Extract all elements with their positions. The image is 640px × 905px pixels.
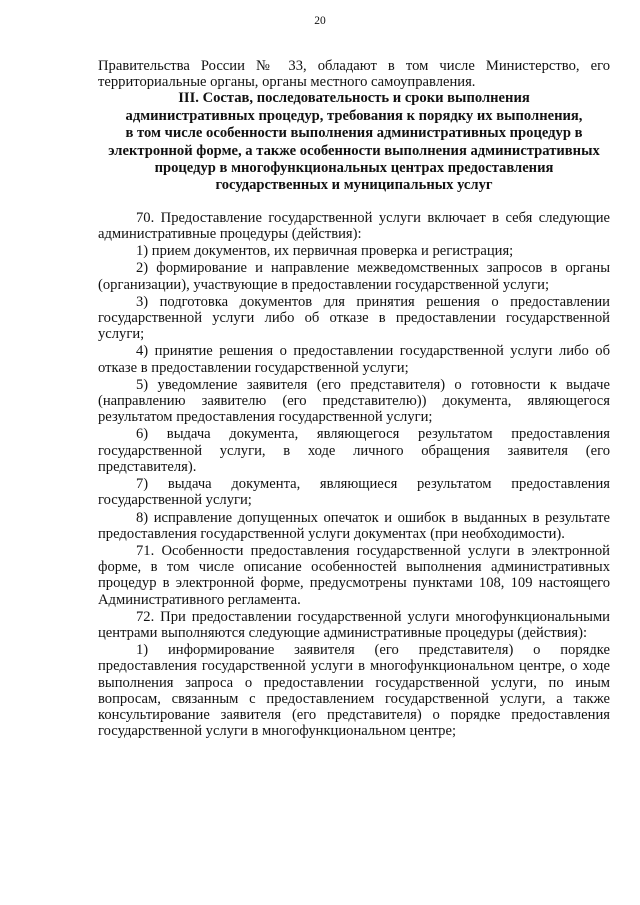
- heading-line: процедур в многофункциональных центрах предоставления: [154, 160, 554, 177]
- heading-line: в том числе особенности выполнения административных процедур в: [125, 125, 583, 142]
- list-item: 1) прием документов, их первичная проверка и регистрация;: [136, 243, 514, 260]
- paragraph-71: 71. Особенности предоставления государственной услуги в электронной форме, в том числе описание особенностей выполнения административных процедур в электронной форме, предусмотрены пунктами 108, 109 настоящего Административного регламента.: [98, 542, 610, 608]
- section-heading: [98, 90, 610, 194]
- list-item: 4) принятие решения о предоставлении государственной услуги либо об отказе в предоставлении государственной услуги;: [98, 343, 610, 376]
- page-number: 20: [314, 15, 326, 27]
- list-item: 2) формирование и направление межведомственных запросов в органы (организации), участвующие в предоставлении государственной услуги;: [98, 260, 610, 293]
- list-item: 6) выдача документа, являющегося результатом предоставления государственной услуги, в ходе личного обращения заявителя (его представителя).: [98, 426, 610, 475]
- paragraph-72: 72. При предоставлении государственной услуги многофункциональными центрами выполняются следующие административные процедуры (действия):: [98, 608, 610, 641]
- heading-line: III. Состав, последовательность и сроки выполнения: [178, 90, 530, 107]
- intro-paragraph: Правительства России № 33, обладают в том числе Министерство, его территориальные органы, органы местного самоуправления.: [98, 58, 610, 91]
- heading-line: государственных и муниципальных услуг: [215, 177, 493, 194]
- paragraph-70: 70. Предоставление государственной услуги включает в себя следующие административные процедуры (действия):: [98, 209, 610, 243]
- document-body: [98, 58, 610, 740]
- list-item: 5) уведомление заявителя (его представителя) о готовности к выдаче (направлению заявителю (его представителю)) документа, являющегося результатом предоставления государственной услуги;: [98, 376, 610, 426]
- list-item: 3) подготовка документов для принятия решения о предоставлении государственной услуги либо об отказе в предоставлении государственной услуги;: [98, 293, 610, 343]
- list-item: 7) выдача документа, являющиеся результатом предоставления государственной услуги;: [98, 476, 610, 509]
- heading-line: административных процедур, требования к порядку их выполнения,: [125, 107, 583, 124]
- list-item: 8) исправление допущенных опечаток и ошибок в выданных в результате предоставления государственной услуги документах (при необходимости).: [98, 509, 610, 542]
- list-item: 1) информирование заявителя (его представителя) о порядке предоставления государственной услуги в многофункциональном центре, о ходе выполнения запроса о предоставлении государственной услуги, по иным вопросам, связанным с предоставлением государственной услуги, а также консультирование заявителя (его представителя) о порядке предоставления государственной услуги в многофункциональном центре;: [98, 642, 610, 740]
- heading-line: электронной форме, а также особенности выполнения административных: [108, 142, 600, 159]
